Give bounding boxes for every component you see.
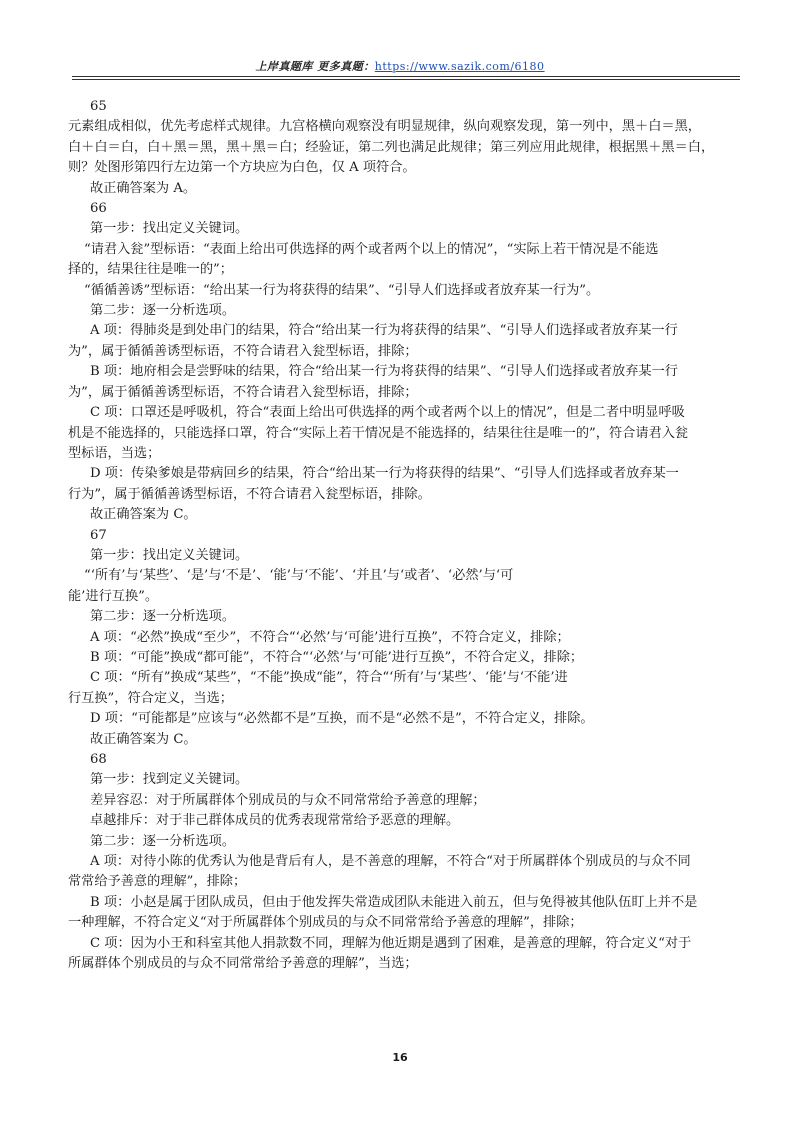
header-separator: 更多真题：	[312, 60, 375, 73]
text-line: B 项：“可能”换成“都可能”，不符合“‘必然’与‘可能’进行互换”，不符合定义，排除；	[90, 649, 584, 665]
question-number: 66	[90, 201, 107, 217]
answer-line: 故正确答案为 A。	[90, 180, 197, 196]
question-number: 68	[90, 752, 107, 767]
text-line: 机是不能选择的，只能选择口罩，符合“实际上若干情况是不能选择的，结果往往是唯一的”，符合请君入瓮	[68, 425, 689, 441]
text-line: 则？处图形第四行左边第一个方块应为白色，仅 A 项符合。	[68, 160, 416, 176]
text-line: B 项：小赵是属于团队成员，但由于他发挥失常造成团队未能进入前五，但与免得被其他队伍盯上并不是	[90, 894, 698, 910]
header-site-name: 上岸真题库	[255, 60, 313, 73]
text-line: 第一步：找出定义关键词。	[90, 221, 249, 237]
text-line: 行互换”，符合定义，当选；	[68, 690, 233, 706]
text-line: A 项：得肺炎是到处串门的结果，符合“给出某一行为将获得的结果”、“引导人们选择或者放弃某一行	[90, 323, 678, 339]
text-line: C 项：因为小王和科室其他人捐款数不同，理解为他近期是遇到了困难，是善意的理解，符合定义“对于	[90, 935, 692, 951]
text-line: 为”，属于循循善诱型标语，不符合请君入瓮型标语，排除；	[68, 384, 418, 400]
text-line: 第二步：逐一分析选项。	[90, 609, 236, 625]
text-line: 元素组成相似，优先考虑样式规律。九宫格横向观察没有明显规律，纵向观察发现，第一列中，黑＋白＝黑，	[68, 119, 701, 135]
answer-line: 故正确答案为 C。	[90, 507, 197, 523]
page-header	[0, 58, 800, 74]
text-line: 白＋白＝白，白＋黑＝黑，黑＋黑＝白；经验证，第二列也满足此规律；第三列应用此规律，根据黑＋黑＝白，	[68, 139, 715, 155]
text-line: A 项：对待小陈的优秀认为他是背后有人，是不善意的理解，不符合“对于所属群体个别成员的与众不同	[90, 854, 691, 870]
text-line: 常常给予善意的理解”，排除；	[68, 874, 247, 890]
text-line: C 项：“所有”换成“某些”，“不能”换成“能”，符合“‘所有’与‘某些’、‘能’与‘不能’进	[90, 670, 568, 686]
text-line: 差异容忍：对于所属群体个别成员的与众不同常常给予善意的理解；	[90, 792, 486, 808]
text-line: 型标语，当选；	[68, 445, 161, 461]
text-line: A 项：“必然”换成“至少”，不符合“‘必然’与‘可能’进行互换”，不符合定义，排除；	[90, 629, 570, 645]
header-rule	[72, 76, 740, 80]
question-number: 67	[90, 527, 107, 543]
text-line: 为”，属于循循善诱型标语，不符合请君入瓮型标语，排除；	[68, 343, 418, 359]
text-line: 第二步：逐一分析选项。	[90, 303, 236, 319]
text-line: 能’进行互换”。	[68, 588, 159, 604]
text-line: 第一步：找出定义关键词。	[90, 547, 249, 563]
text-line: 第二步：逐一分析选项。	[90, 833, 236, 849]
text-line: 一种理解，不符合定义“对于所属群体个别成员的与众不同常常给予善意的理解”，排除；	[68, 915, 583, 931]
text-line: “循循善诱”型标语：“给出某一行为将获得的结果”、“引导人们选择或者放弃某一行为”。	[84, 282, 600, 298]
text-line: 卓越排斥：对于非己群体成员的优秀表现常常给予恶意的理解。	[90, 813, 460, 829]
text-line: B 项：地府相会是尝野味的结果，符合“给出某一行为将获得的结果”、“引导人们选择或者放弃某一行	[90, 364, 678, 380]
text-line: 行为”，属于循循善诱型标语，不符合请君入瓮型标语，排除。	[68, 486, 431, 502]
text-line: D 项：传染爹娘是带病回乡的结果，符合“给出某一行为将获得的结果”、“引导人们选择或者放弃某一	[90, 466, 679, 482]
text-line: C 项：口罩还是呼吸机，符合“表面上给出可供选择的两个或者两个以上的情况”，但是二者中明显呼吸	[90, 405, 685, 421]
text-line: 所属群体个别成员的与众不同常常给予善意的理解”，当选；	[68, 956, 418, 972]
text-line: “请君入瓮”型标语：“表面上给出可供选择的两个或者两个以上的情况”，“实际上若干情况是不能选	[84, 241, 659, 257]
text-line: D 项：“可能都是”应该与“必然都不是”互换，而不是“必然不是”，不符合定义，排除。	[90, 711, 594, 727]
text-line: 第一步：找到定义关键词。	[90, 772, 249, 788]
answer-line: 故正确答案为 C。	[90, 731, 197, 747]
document-body	[68, 97, 738, 974]
header-url-link[interactable]: https://www.sazik.com/6180	[374, 60, 545, 73]
question-number: 65	[90, 99, 107, 114]
text-line: “‘所有’与‘某些’、‘是’与‘不是’、‘能’与‘不能’、‘并且’与‘或者’、‘必然’与‘可	[84, 568, 514, 584]
text-line: 择的，结果往往是唯一的”；	[68, 262, 233, 278]
page-number: 16	[392, 1051, 408, 1064]
